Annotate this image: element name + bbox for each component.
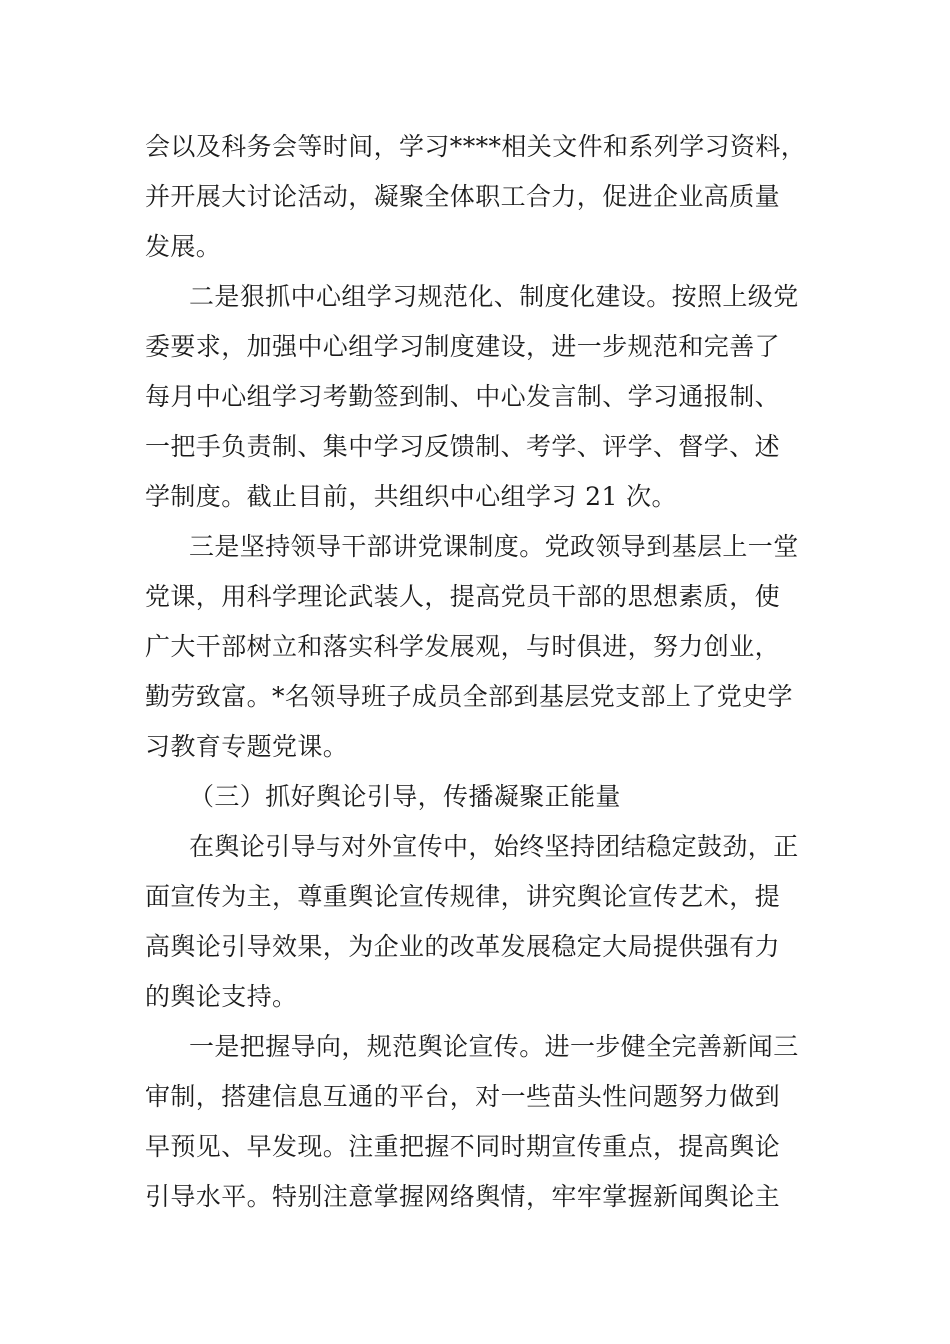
document-body (145, 122, 815, 1222)
text-line: 学制度。截止目前，共组织中心组学习 21 次。 (145, 482, 677, 511)
text-line: 引导水平。特别注意掌握网络舆情，牢牢掌握新闻舆论主 (145, 1182, 781, 1211)
text-line: 党课，用科学理论武装人，提高党员干部的思想素质，使 (145, 582, 781, 611)
text-line: 面宣传为主，尊重舆论宣传规律，讲究舆论宣传艺术，提 (145, 882, 781, 911)
text-line: 委要求，加强中心组学习制度建设，进一步规范和完善了 (145, 332, 781, 361)
text-line: 并开展大讨论活动，凝聚全体职工合力，促进企业高质量 (145, 182, 781, 211)
text-line: 在舆论引导与对外宣传中，始终坚持团结稳定鼓劲，正 (189, 832, 799, 861)
text-line: 审制，搭建信息互通的平台，对一些苗头性问题努力做到 (145, 1082, 781, 1111)
text-line: 高舆论引导效果，为企业的改革发展稳定大局提供强有力 (145, 932, 781, 961)
text-line: 三是坚持领导干部讲党课制度。党政领导到基层上一堂 (189, 532, 799, 561)
text-line: 的舆论支持。 (145, 982, 298, 1011)
text-line: 广大干部树立和落实科学发展观，与时俱进，努力创业， (145, 632, 781, 661)
text-line: 一是把握导向，规范舆论宣传。进一步健全完善新闻三 (189, 1032, 799, 1061)
text-line: 二是狠抓中心组学习规范化、制度化建设。按照上级党 (189, 282, 799, 311)
text-line: 勤劳致富。*名领导班子成员全部到基层党支部上了党史学 (145, 682, 793, 711)
section-heading: （三）抓好舆论引导，传播凝聚正能量 (189, 782, 621, 811)
text-line: 发展。 (145, 232, 222, 261)
text-line: 每月中心组学习考勤签到制、中心发言制、学习通报制、 (145, 382, 781, 411)
text-line: 习教育专题党课。 (145, 732, 349, 761)
text-line: 会以及科务会等时间，学习****相关文件和系列学习资料， (145, 132, 807, 161)
text-line: 早预见、早发现。注重把握不同时期宣传重点，提高舆论 (145, 1132, 781, 1161)
text-line: 一把手负责制、集中学习反馈制、考学、评学、督学、述 (145, 432, 781, 461)
